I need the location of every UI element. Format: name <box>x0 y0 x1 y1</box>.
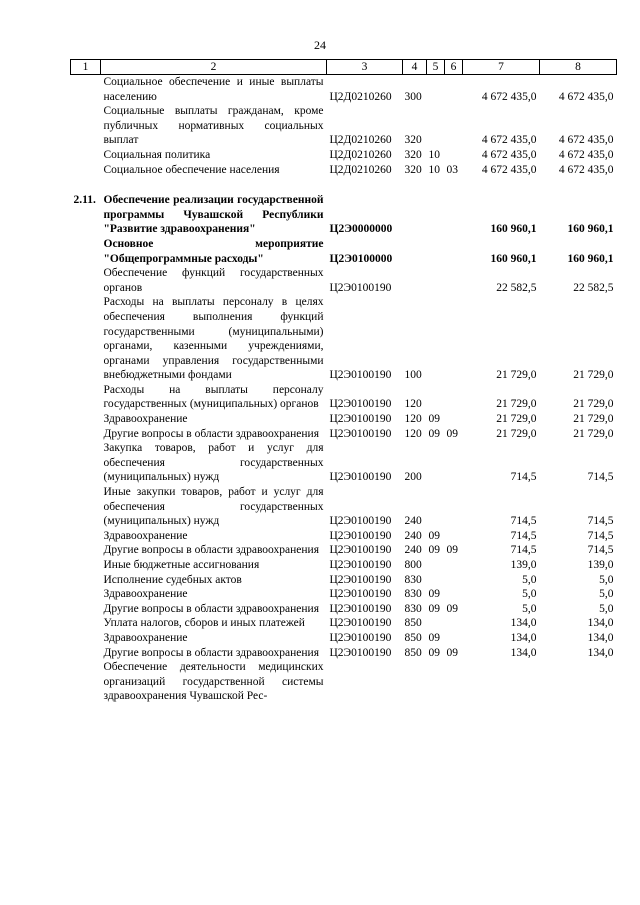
row-number <box>71 616 101 631</box>
row-target-code: Ц2Э0100190 <box>329 413 392 426</box>
row-amount-2: 160 960,1 <box>567 252 614 265</box>
row-expense-type <box>403 237 427 266</box>
row-amount-2: 21 729,0 <box>573 413 614 426</box>
header-col-6: 6 <box>445 60 463 75</box>
table-row <box>71 75 617 105</box>
row-amount-1: 160 960,1 <box>490 252 537 265</box>
row-amount-2: 4 672 435,0 <box>558 163 614 176</box>
row-subsection <box>445 485 463 529</box>
table-row <box>71 412 617 427</box>
row-amount-2: 5,0 <box>599 588 614 601</box>
row-subsection <box>445 441 463 485</box>
row-target-code: Ц2Э0100190 <box>329 617 392 630</box>
row-amount-1: 22 582,5 <box>496 281 537 294</box>
row-subsection <box>445 412 463 427</box>
row-amount-1: 21 729,0 <box>496 413 537 426</box>
table-row <box>71 529 617 544</box>
table-row <box>71 543 617 558</box>
row-name: Здравоохранение <box>103 529 188 542</box>
row-subsection <box>445 616 463 631</box>
row-expense-type: 100 <box>404 369 422 382</box>
row-name: Иные бюджетные ассигнования <box>103 559 260 571</box>
row-name: Закупка товаров, работ и услуг для обеспечения государственных (муниципальных) нужд <box>103 442 324 484</box>
row-expense-type: 800 <box>404 559 422 571</box>
row-amount-1: 21 729,0 <box>496 369 537 382</box>
row-expense-type: 830 <box>404 588 422 601</box>
row-subsection <box>445 266 463 295</box>
row-number <box>71 148 101 163</box>
row-amount-2: 160 960,1 <box>567 223 614 236</box>
row-number <box>71 237 101 266</box>
budget-table <box>70 59 617 704</box>
row-target-code: Ц2Э0100190 <box>329 398 392 411</box>
row-amount-2: 22 582,5 <box>573 281 614 294</box>
row-section <box>427 75 445 105</box>
row-subsection: 09 <box>446 427 458 440</box>
row-amount-2: 5,0 <box>599 573 614 586</box>
row-subsection <box>445 193 463 237</box>
row-section: 09 <box>428 631 440 644</box>
row-amount-1: 714,5 <box>510 544 537 557</box>
row-amount-2: 21 729,0 <box>573 398 614 411</box>
row-name: Основное мероприятие "Общепрограммные расходы" <box>103 237 324 265</box>
row-section: 09 <box>428 529 440 542</box>
row-expense-type: 850 <box>404 646 422 659</box>
row-expense-type <box>403 660 427 704</box>
row-subsection <box>445 660 463 704</box>
row-expense-type: 850 <box>404 617 422 630</box>
header-col-5: 5 <box>427 60 445 75</box>
header-row <box>71 60 617 75</box>
row-number <box>71 383 101 412</box>
row-target-code: Ц2Э0100190 <box>329 471 392 484</box>
row-number <box>71 412 101 427</box>
row-subsection: 09 <box>446 646 458 659</box>
row-expense-type: 320 <box>404 163 422 176</box>
row-target-code: Ц2Э0100190 <box>329 529 392 542</box>
row-name: Обеспечение деятельности медицинских организаций государственной системы здравоохранения Чувашской Рес- <box>103 661 324 703</box>
row-name: Другие вопросы в области здравоохранения <box>103 602 319 615</box>
row-number <box>71 631 101 646</box>
row-expense-type: 120 <box>404 413 422 426</box>
row-expense-type: 830 <box>404 573 422 586</box>
table-row <box>71 177 617 193</box>
row-expense-type: 120 <box>404 427 422 440</box>
row-number <box>71 587 101 602</box>
row-expense-type: 240 <box>404 515 422 528</box>
row-amount-1: 134,0 <box>510 631 537 644</box>
row-section <box>427 616 445 631</box>
row-target-code: Ц2Э0100000 <box>329 252 393 265</box>
row-section: 09 <box>428 427 440 440</box>
spacer-cell <box>71 177 617 193</box>
row-section <box>427 104 445 148</box>
table-row <box>71 266 617 295</box>
header-col-3: 3 <box>327 60 403 75</box>
row-number <box>71 558 101 573</box>
row-number <box>71 75 101 105</box>
row-expense-type: 320 <box>404 134 422 147</box>
row-amount-2: 4 672 435,0 <box>558 148 614 161</box>
table-row <box>71 616 617 631</box>
row-section <box>427 441 445 485</box>
table-row <box>71 485 617 529</box>
row-number <box>71 266 101 295</box>
row-amount-2: 4 672 435,0 <box>558 90 614 103</box>
table-row <box>71 587 617 602</box>
row-number <box>71 543 101 558</box>
row-number <box>71 295 101 383</box>
row-section: 10 <box>428 163 440 176</box>
row-section <box>427 558 445 573</box>
row-target-code: Ц2Э0000000 <box>329 223 393 236</box>
page-number: 24 <box>314 38 326 52</box>
row-section <box>427 237 445 266</box>
row-target-code: Ц2Э0100190 <box>329 559 392 571</box>
row-number: 2.11. <box>73 194 96 207</box>
row-name: Расходы на выплаты персоналу в целях обеспечения выполнения функций государственными (муниципальными) органами, казенными учреждениями, органами управления государственными внебюджетными фондами <box>103 296 324 382</box>
table-row <box>71 660 617 704</box>
row-amount-2: 139,0 <box>587 559 614 571</box>
row-amount-2: 134,0 <box>587 646 614 659</box>
row-amount-1 <box>463 660 540 704</box>
row-name: Здравоохранение <box>103 588 188 601</box>
table-row <box>71 631 617 646</box>
row-name: Другие вопросы в области здравоохранения <box>103 544 319 557</box>
row-target-code: Ц2Д0210260 <box>329 148 392 161</box>
row-amount-2: 714,5 <box>587 544 614 557</box>
row-name: Другие вопросы в области здравоохранения <box>103 646 319 659</box>
row-subsection: 03 <box>446 163 458 176</box>
row-target-code: Ц2Д0210260 <box>329 163 392 176</box>
header-col-7: 7 <box>463 60 540 75</box>
row-amount-1: 4 672 435,0 <box>481 90 537 103</box>
row-expense-type: 300 <box>404 90 422 103</box>
row-expense-type: 120 <box>404 398 422 411</box>
row-section: 09 <box>428 588 440 601</box>
row-subsection <box>445 148 463 163</box>
row-target-code: Ц2Э0100190 <box>329 369 392 382</box>
row-section <box>427 193 445 237</box>
row-subsection <box>445 383 463 412</box>
row-target-code: Ц2Э0100190 <box>329 588 392 601</box>
row-section <box>427 383 445 412</box>
row-target-code: Ц2Э0100190 <box>329 631 392 644</box>
row-number <box>71 646 101 661</box>
row-amount-2: 714,5 <box>587 529 614 542</box>
row-amount-1: 4 672 435,0 <box>481 148 537 161</box>
row-section: 09 <box>428 544 440 557</box>
row-section <box>427 266 445 295</box>
row-amount-1: 4 672 435,0 <box>481 163 537 176</box>
table-row <box>71 573 617 588</box>
row-section: 10 <box>428 148 440 161</box>
row-number <box>71 529 101 544</box>
row-name: Социальное обеспечение населения <box>103 163 280 176</box>
row-number <box>71 660 101 704</box>
table-row <box>71 427 617 442</box>
header-col-2: 2 <box>101 60 327 75</box>
header-col-4: 4 <box>403 60 427 75</box>
row-amount-2 <box>540 660 617 704</box>
table-row <box>71 646 617 661</box>
row-number <box>71 427 101 442</box>
row-subsection <box>445 104 463 148</box>
table-row <box>71 295 617 383</box>
row-number <box>71 602 101 617</box>
table-row <box>71 237 617 266</box>
row-subsection <box>445 631 463 646</box>
row-amount-1: 4 672 435,0 <box>481 134 537 147</box>
row-name: Здравоохранение <box>103 413 188 426</box>
row-section <box>427 660 445 704</box>
row-amount-1: 5,0 <box>522 602 537 615</box>
row-amount-2: 4 672 435,0 <box>558 134 614 147</box>
row-subsection <box>445 558 463 573</box>
table-body <box>71 75 617 704</box>
row-amount-1: 5,0 <box>522 588 537 601</box>
row-expense-type: 240 <box>404 544 422 557</box>
row-section: 09 <box>428 646 440 659</box>
row-subsection: 09 <box>446 602 458 615</box>
row-expense-type <box>403 193 427 237</box>
table-row <box>71 383 617 412</box>
row-section <box>427 295 445 383</box>
row-name: Социальное обеспечение и иные выплаты населению <box>103 76 324 103</box>
row-target-code: Ц2Д0210260 <box>329 134 392 147</box>
row-expense-type: 240 <box>404 529 422 542</box>
header-col-8: 8 <box>540 60 617 75</box>
row-number <box>71 104 101 148</box>
row-target-code <box>327 660 403 704</box>
header-col-1: 1 <box>71 60 101 75</box>
row-name: Исполнение судебных актов <box>103 573 242 586</box>
row-amount-2: 134,0 <box>587 631 614 644</box>
table-row <box>71 558 617 573</box>
row-name: Уплата налогов, сборов и иных платежей <box>103 617 305 630</box>
row-target-code: Ц2Э0100190 <box>329 515 392 528</box>
row-expense-type: 830 <box>404 602 422 615</box>
row-expense-type: 200 <box>404 471 422 484</box>
table-row <box>71 104 617 148</box>
row-amount-2: 21 729,0 <box>573 427 614 440</box>
row-number <box>71 485 101 529</box>
row-number <box>71 163 101 178</box>
row-amount-1: 134,0 <box>510 617 537 630</box>
table-row <box>71 602 617 617</box>
row-name: Обеспечение функций государственных органов <box>103 267 324 294</box>
row-number <box>71 441 101 485</box>
row-amount-2: 714,5 <box>587 515 614 528</box>
row-section <box>427 573 445 588</box>
row-subsection <box>445 587 463 602</box>
row-amount-1: 5,0 <box>522 573 537 586</box>
row-amount-2: 714,5 <box>587 471 614 484</box>
row-name: Другие вопросы в области здравоохранения <box>103 427 319 440</box>
row-amount-2: 134,0 <box>587 617 614 630</box>
row-subsection <box>445 573 463 588</box>
row-subsection <box>445 529 463 544</box>
row-number <box>71 573 101 588</box>
row-target-code: Ц2Э0100190 <box>329 544 392 557</box>
row-section <box>427 485 445 529</box>
row-target-code: Ц2Э0100190 <box>329 602 392 615</box>
row-name: Расходы на выплаты персоналу государственных (муниципальных) органов <box>103 383 324 411</box>
row-name: Социальная политика <box>103 148 211 161</box>
row-amount-1: 21 729,0 <box>496 427 537 440</box>
row-expense-type: 320 <box>404 148 422 161</box>
table-row <box>71 193 617 237</box>
row-subsection <box>445 295 463 383</box>
row-amount-1: 714,5 <box>510 529 537 542</box>
row-amount-2: 21 729,0 <box>573 369 614 382</box>
row-subsection: 09 <box>446 544 458 557</box>
row-target-code: Ц2Э0100190 <box>329 573 392 586</box>
table-row <box>71 148 617 163</box>
row-section: 09 <box>428 413 440 426</box>
row-amount-1: 134,0 <box>510 646 537 659</box>
row-target-code: Ц2Д0210260 <box>329 90 392 103</box>
table-row <box>71 441 617 485</box>
row-expense-type: 850 <box>404 631 422 644</box>
row-section: 09 <box>428 602 440 615</box>
row-target-code: Ц2Э0100190 <box>329 646 392 659</box>
row-amount-2: 5,0 <box>599 602 614 615</box>
row-name: Иные закупки товаров, работ и услуг для обеспечения государственных (муниципальных) нужд <box>103 486 324 528</box>
row-target-code: Ц2Э0100190 <box>329 281 392 294</box>
row-name: Обеспечение реализации государственной программы Чувашской Республики "Развитие здравоохранения" <box>103 194 324 236</box>
row-amount-1: 21 729,0 <box>496 398 537 411</box>
table-row <box>71 163 617 178</box>
row-expense-type <box>403 266 427 295</box>
row-amount-1: 714,5 <box>510 515 537 528</box>
row-amount-1: 160 960,1 <box>490 223 537 236</box>
row-name: Здравоохранение <box>103 631 188 644</box>
table-header <box>71 60 617 75</box>
row-target-code: Ц2Э0100190 <box>329 427 392 440</box>
row-amount-1: 139,0 <box>510 559 537 571</box>
row-amount-1: 714,5 <box>510 471 537 484</box>
row-subsection <box>445 237 463 266</box>
row-name: Социальные выплаты гражданам, кроме публичных нормативных социальных выплат <box>103 105 324 147</box>
row-subsection <box>445 75 463 105</box>
